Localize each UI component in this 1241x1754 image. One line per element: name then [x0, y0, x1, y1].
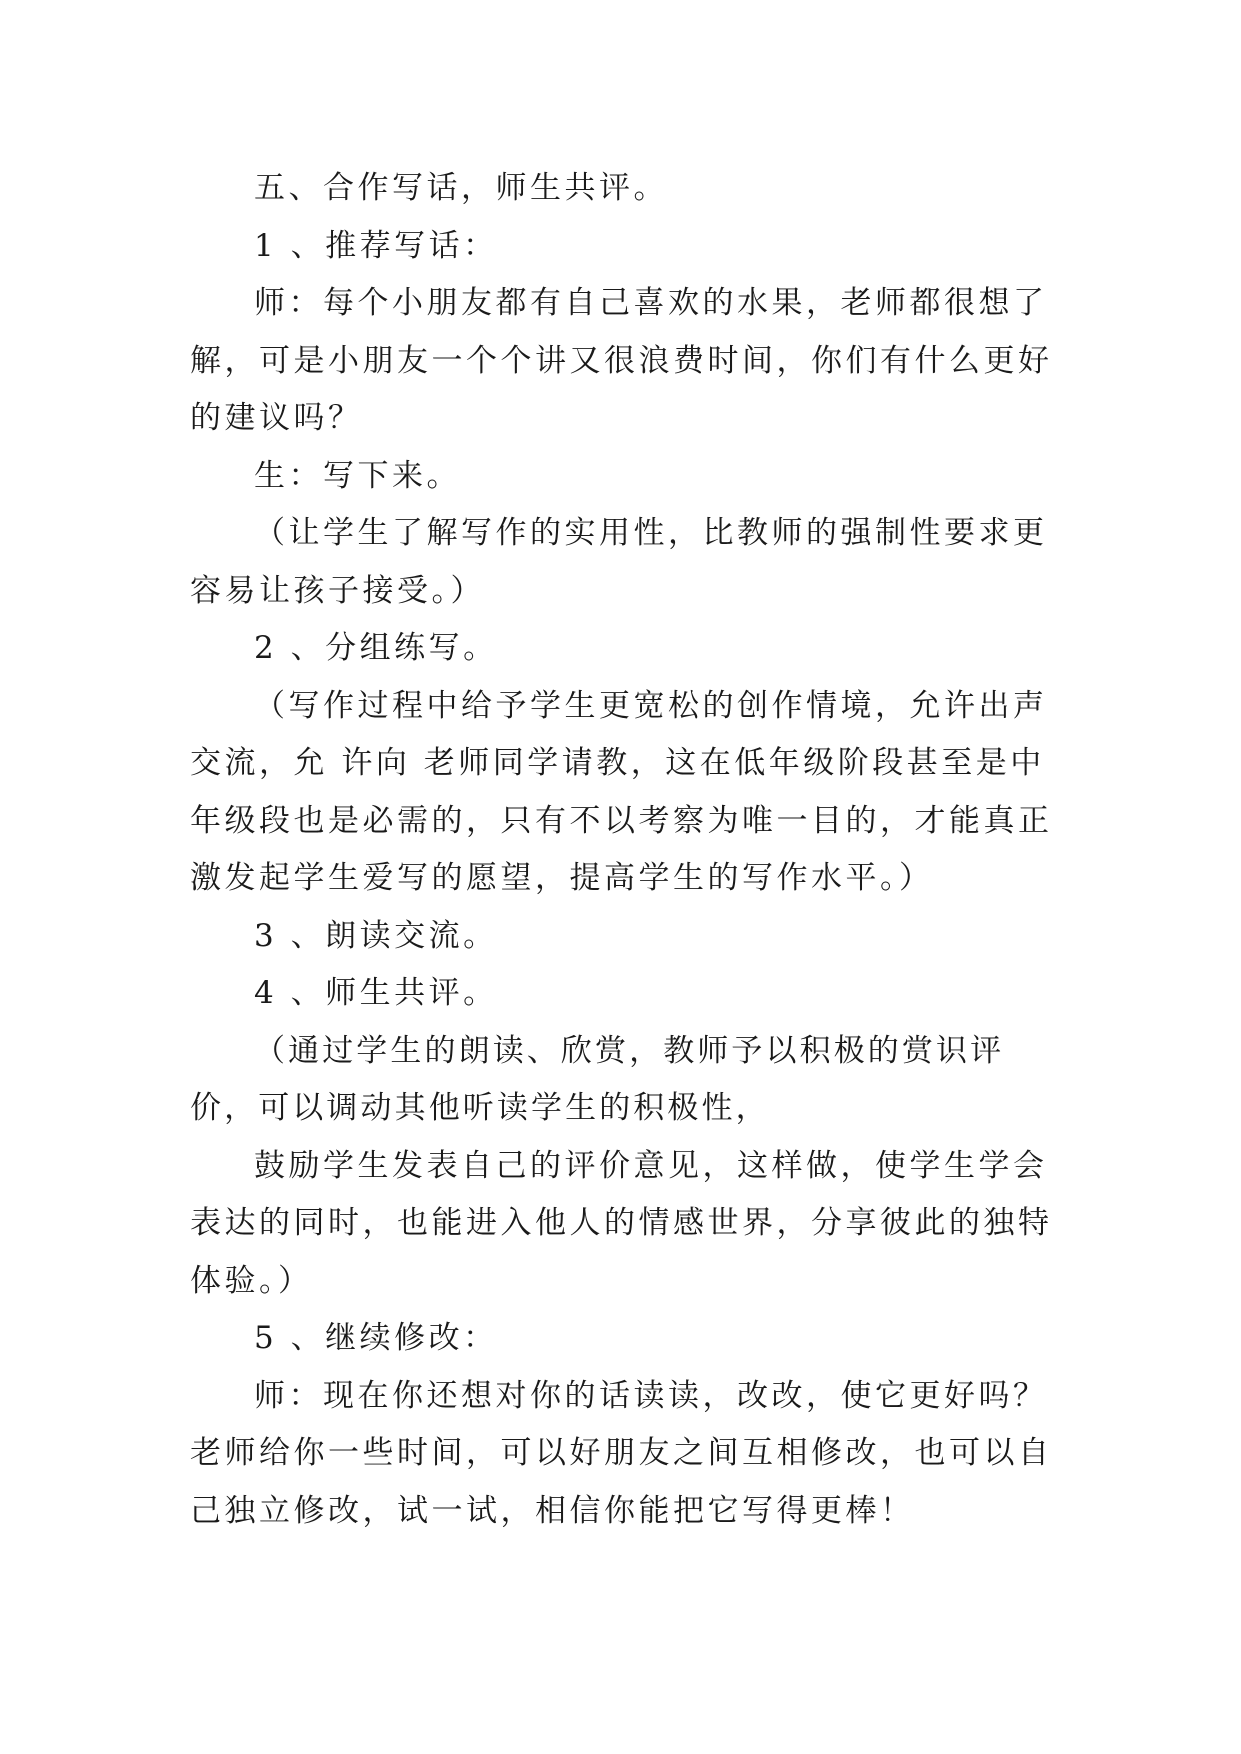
step-heading-5: 5 、继续修改：	[254, 1320, 498, 1356]
step-heading-3: 3 、朗读交流。	[254, 917, 498, 954]
teacher-dialogue-2: 师：现在你还想对你的话读读，改改，使它更好吗？老师给你一些时间，可以好朋友之间互相修改，也可以自己独立修改，试一试，相信你能把它写得更棒！	[190, 1377, 1053, 1529]
step-heading-1: 1 、推荐写话：	[254, 227, 498, 264]
teacher-dialogue-1: 师：每个小朋友都有自己喜欢的水果，老师都很想了解，可是小朋友一个个讲又很浪费时间，你们有什么更好的建议吗？	[190, 285, 1053, 436]
document-body	[190, 160, 1070, 1540]
step-heading-2: 2 、分组练写。	[254, 630, 498, 666]
teaching-note-3: （通过学生的朗读、欣赏，教师予以积极的赏识评价，可以调动其他听读学生的积极性，	[190, 1032, 1005, 1126]
step-heading-4: 4 、师生共评。	[254, 975, 498, 1011]
section-heading: 五、合作写话，师生共评。	[254, 170, 668, 206]
teaching-note-1: （让学生了解写作的实用性，比教师的强制性要求更容易让孩子接受。）	[190, 515, 1048, 609]
student-dialogue: 生：写下来。	[254, 457, 461, 494]
teaching-note-4: 鼓励学生发表自己的评价意见，这样做，使学生学会表达的同时，也能进入他人的情感世界，分享彼此的独特体验。）	[190, 1147, 1053, 1299]
teaching-note-2: （写作过程中给予学生更宽松的创作情境，允许出声交流，允 许向 老师同学请教，这在低年级阶段甚至是中年级段也是必需的，只有不以考察为唯一目的，才能真正激发起学生爱写的愿望，提高学生的写作水平。）	[190, 687, 1053, 896]
